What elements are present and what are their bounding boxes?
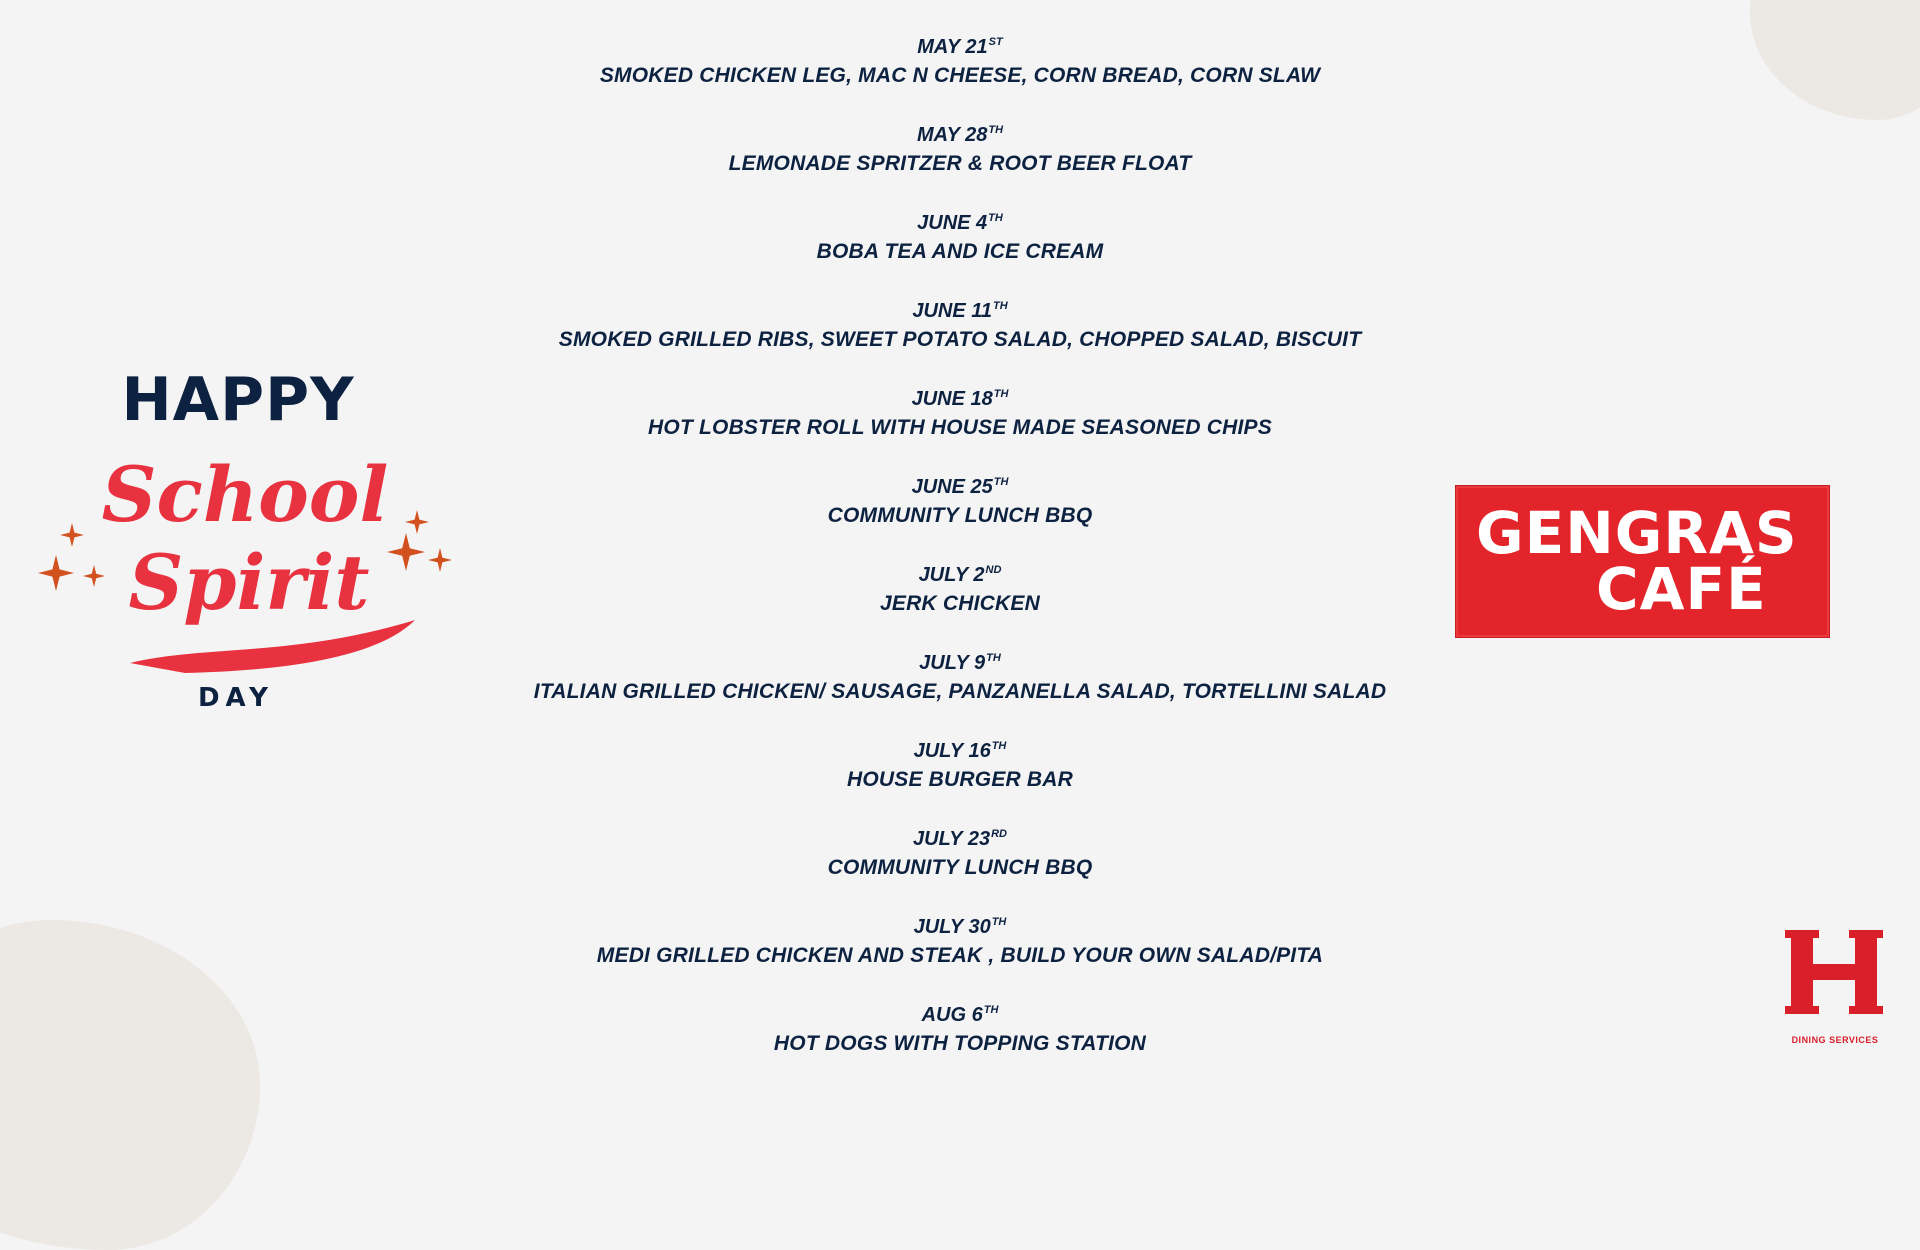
sparkle-icon bbox=[428, 548, 452, 572]
schedule-entry bbox=[470, 555, 1450, 643]
day-label: DAY bbox=[197, 683, 275, 713]
schedule-entry bbox=[470, 819, 1450, 907]
sparkle-icon bbox=[405, 510, 429, 534]
schedule-entry bbox=[470, 995, 1450, 1083]
schedule-entry bbox=[470, 907, 1450, 995]
sparkle-icon bbox=[60, 523, 84, 547]
entry-meal: COMMUNITY LUNCH BBQ bbox=[827, 504, 1093, 527]
gengras-cafe-sign bbox=[1455, 485, 1830, 638]
sparkle-icon bbox=[38, 555, 74, 591]
happy-heading: HAPPY bbox=[121, 365, 355, 435]
entry-date: JULY 30TH bbox=[913, 916, 1007, 938]
schedule-entry bbox=[470, 115, 1450, 203]
cafe-name-line1: GENGRAS bbox=[1476, 499, 1798, 567]
school-spirit-badge bbox=[35, 365, 455, 725]
dining-services-caption: DINING SERVICES bbox=[1791, 1035, 1879, 1045]
school-script: School bbox=[101, 450, 389, 539]
schedule-entry bbox=[470, 291, 1450, 379]
entry-meal: LEMONADE SPRITZER & ROOT BEER FLOAT bbox=[728, 152, 1192, 175]
schedule-entry bbox=[470, 467, 1450, 555]
entry-date: JULY 23RD bbox=[913, 828, 1007, 850]
spirit-script: Spirit bbox=[128, 538, 370, 627]
entry-date: JUNE 18TH bbox=[911, 388, 1009, 410]
schedule-entry bbox=[470, 643, 1450, 731]
schedule-entry bbox=[470, 731, 1450, 819]
entry-date: JULY 9TH bbox=[919, 652, 1001, 674]
sparkle-icon bbox=[83, 565, 105, 587]
entry-meal: MEDI GRILLED CHICKEN AND STEAK , BUILD YOUR OWN SALAD/PITA bbox=[596, 944, 1324, 967]
entry-date: JUNE 11TH bbox=[912, 300, 1008, 322]
entry-meal: COMMUNITY LUNCH BBQ bbox=[827, 856, 1093, 879]
entry-meal: ITALIAN GRILLED CHICKEN/ SAUSAGE, PANZANELLA SALAD, TORTELLINI SALAD bbox=[533, 680, 1387, 703]
entry-meal: HOT LOBSTER ROLL WITH HOUSE MADE SEASONED CHIPS bbox=[648, 416, 1272, 439]
entry-meal: SMOKED CHICKEN LEG, MAC N CHEESE, CORN BREAD, CORN SLAW bbox=[599, 64, 1321, 87]
decorative-blob-bottom-left bbox=[0, 920, 260, 1250]
entry-date: JULY 2ND bbox=[918, 564, 1002, 586]
schedule-entry bbox=[470, 203, 1450, 291]
entry-meal: JERK CHICKEN bbox=[880, 592, 1040, 615]
entry-meal: BOBA TEA AND ICE CREAM bbox=[816, 240, 1104, 263]
menu-schedule bbox=[470, 27, 1450, 1083]
schedule-entry bbox=[470, 27, 1450, 115]
entry-date: AUG 6TH bbox=[921, 1004, 999, 1026]
entry-meal: SMOKED GRILLED RIBS, SWEET POTATO SALAD, CHOPPED SALAD, BISCUIT bbox=[558, 328, 1362, 351]
schedule-entry bbox=[470, 379, 1450, 467]
entry-date: JULY 16TH bbox=[913, 740, 1007, 762]
cafe-name-line2: CAFÉ bbox=[1596, 555, 1767, 623]
entry-meal: HOT DOGS WITH TOPPING STATION bbox=[773, 1032, 1147, 1055]
decorative-blob-top-right bbox=[1750, 0, 1920, 120]
swash-decoration bbox=[125, 615, 425, 675]
entry-date: JUNE 4TH bbox=[917, 212, 1003, 234]
entry-date: JUNE 25TH bbox=[911, 476, 1009, 498]
entry-date: MAY 28TH bbox=[916, 124, 1004, 146]
h-logo-icon bbox=[1785, 930, 1883, 1014]
entry-meal: HOUSE BURGER BAR bbox=[846, 768, 1074, 791]
sparkle-icon bbox=[387, 533, 425, 571]
entry-date: MAY 21ST bbox=[917, 36, 1003, 58]
